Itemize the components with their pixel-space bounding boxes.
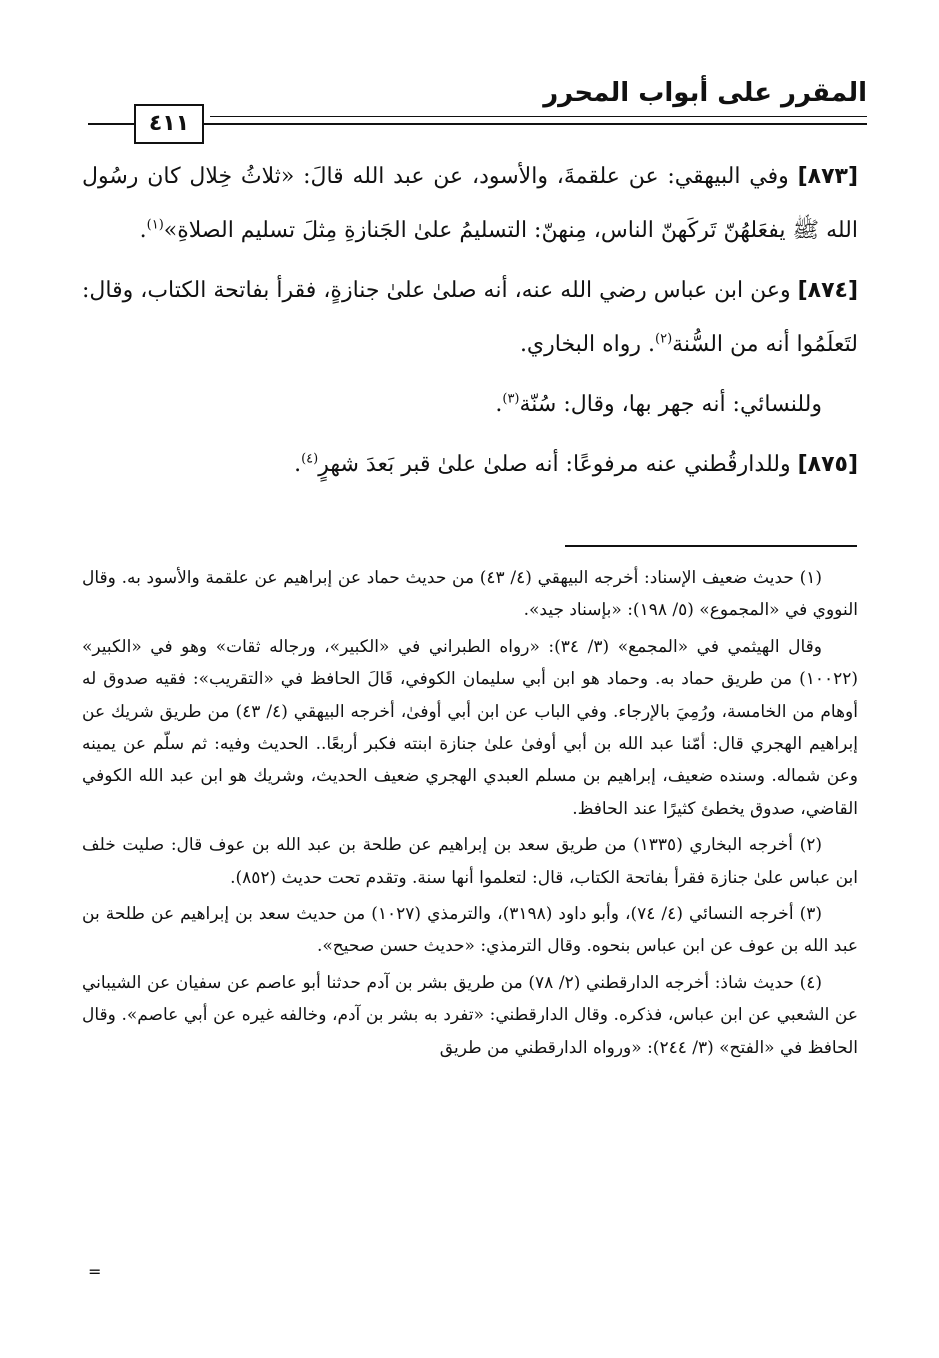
footnote-1: (١) حديث ضعيف الإسناد: أخرجه البيهقي (٤/ ٤٣) من حديث حماد عن إبراهيم عن علقمة والأسود به. وقال النووي في «المجموع» (٥/ ١٩٨): «بإسناد جيد». [82, 568, 858, 621]
hadith-text: وفي البيهقي: عن علقمةَ، والأسود، عن عبد الله قالَ: «ثلاثُ خِلال كان رسُول الله ﷺ يفعَلهُنّ تَركَهنّ الناس، مِنهنّ: التسليمُ علىٰ الجَنازةِ مِثلَ تسليم الصلاةِ» [82, 164, 858, 243]
header-rule-thin [210, 116, 867, 117]
footnote-ref[interactable]: (٣) [502, 391, 520, 407]
paragraph-874-nasai: وللنسائي: أنه جهر بها، وقال: سُنّة$^{(٣)}$. [495, 391, 822, 417]
hadith-number: [٨٧٣] [797, 164, 858, 189]
paragraph-875: [٨٧٥] وللدارقُطني عنه مرفوعًا: أنه صلىٰ علىٰ قبر بَعدَ شهرٍ$^{(٤)}$. [294, 451, 858, 477]
hadith-number: [٨٧٥] [797, 452, 858, 477]
paragraph-873: [٨٧٣] وفي البيهقي: عن علقمةَ، والأسود، عن عبد الله قالَ: «ثلاثُ خِلال كان رسُول الله ﷺ يفعَلهُنّ تَركَهنّ الناس، مِنهنّ: التسليمُ علىٰ الجَنازةِ مِثلَ تسليم الصلاةِ»$^{(١)}$. [82, 164, 858, 243]
hadith-text: وللنسائي: أنه جهر بها، وقال: سُنّة [519, 392, 822, 417]
running-header-title: المقرر على أبواب المحرر [543, 78, 867, 108]
header-rule [88, 123, 867, 125]
continuation-mark: = [88, 1262, 102, 1281]
footnote-separator [565, 545, 857, 547]
footnote-ref[interactable]: (٢) [655, 331, 673, 347]
paragraph-874: [٨٧٤] وعن ابن عباس رضي الله عنه، أنه صلىٰ علىٰ جنازةٍ، فقرأ بفاتحة الكتاب، وقال: لتَعلَمُوا أنه من السُّنة$^{(٢)}$. رواه البخاري. [82, 278, 858, 357]
hadith-text: وعن ابن عباس رضي الله عنه، أنه صلىٰ علىٰ جنازةٍ، فقرأ بفاتحة الكتاب، وقال: لتَعلَمُوا أنه من السُّنة [82, 278, 858, 357]
footnote-2: (٢) أخرجه البخاري (١٣٣٥) من طريق سعد بن إبراهيم عن طلحة بن عبد الله بن عوف قال: صليت خلف ابن عباس علىٰ جنازة فقرأ بفاتحة الكتاب، قال: لتعلموا أنها سنة. وتقدم تحت حديث (٨٥٢). [82, 835, 858, 888]
hadith-number: [٨٧٤] [797, 278, 858, 303]
footnotes [82, 562, 858, 1068]
footnote-ref[interactable]: (١) [146, 217, 164, 233]
footnote-4: (٤) حديث شاذ: أخرجه الدارقطني (٢/ ٧٨) من طريق بشر بن آدم حدثنا أبو عاصم عن سفيان عن الشيباني عن الشعبي عن ابن عباس، فذكره. وقال الدارقطني: «تفرد به بشر بن آدم، وخالفه غيره عن أبي عاصم». وقال الحافظ في «الفتح» (٣/ ٢٤٤): «ورواه الدارقطني من طريق [82, 972, 858, 1058]
footnote-1-continued: وقال الهيثمي في «المجمع» (٣/ ٣٤): «رواه الطبراني في «الكبير»، ورجاله ثقات» وهو في «الكبير» (١٠٠٢٢) من طريق حماد به. وحماد هو ابن أبي سليمان الكوفي، قَالَ الحافظ في «التقريب»: فقيه صدوق له أوهام من الخامسة، ورُمِيَ بالإرجاء. وفي الباب عن ابن أبي أوفىٰ، أخرجه البيهقي (٤/ ٤٣) من طريق شريك عن إبراهيم الهجري قال: أمّنا عبد الله بن أبي أوفىٰ علىٰ جنازة ابنته فكبر أربعًا.. الحديث وفيه: ثم سلّم عن يمينه وعن شماله. وسنده ضعيف، إبراهيم بن مسلم العبدي الهجري ضعيف الحديث، وشريك هو ابن عبد الله الكوفي القاضي، صدوق يخطئ كثيرًا عند الحافظ. [82, 636, 858, 819]
page-number: ٤١١ [134, 104, 204, 144]
hadith-text: وللدارقُطني عنه مرفوعًا: أنه صلىٰ علىٰ قبر بَعدَ شهرٍ [318, 452, 798, 477]
footnote-ref[interactable]: (٤) [301, 451, 319, 467]
footnote-3: (٣) أخرجه النسائي (٤/ ٧٤)، وأبو داود (٣١٩٨)، والترمذي (١٠٢٧) من حديث سعد بن إبراهيم عن طلحة بن عبد الله بن عوف عن ابن عباس بنحوه. وقال الترمذي: «حديث حسن صحيح». [82, 904, 858, 957]
main-text [82, 150, 858, 498]
